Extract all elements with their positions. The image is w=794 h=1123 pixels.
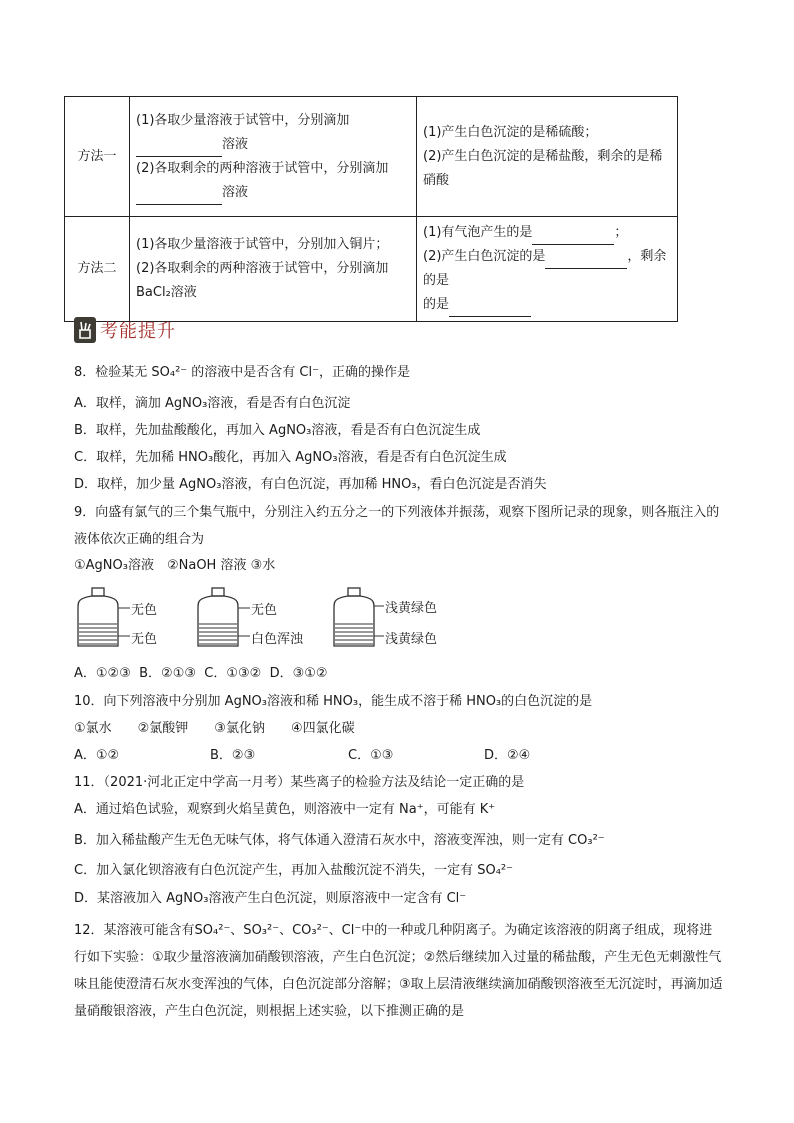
methods-table: [64, 96, 678, 322]
section-header: [74, 316, 176, 344]
option-b: B．②①③: [139, 666, 197, 681]
option-a: A．取样，滴加 AgNO₃溶液，看是否有白色沉淀: [74, 396, 351, 411]
answer-blank[interactable]: [532, 228, 614, 245]
question-stem: 9．向盛有氯气的三个集气瓶中，分别注入约五分之一的下列液体并振荡，观察下图所记录的现象，则各瓶注入的液体依次正确的组合为: [74, 505, 720, 547]
answer-blank[interactable]: [136, 140, 222, 157]
option-c: C．加入氯化钡溶液有白色沉淀产生，再加入盐酸沉淀不消失，一定有 SO₄²⁻: [74, 863, 513, 878]
option-a: A．①②: [74, 748, 120, 763]
result-text: ，剩余的是: [423, 249, 667, 288]
table-row: [65, 217, 678, 322]
question-stem: 8．检验某无 SO₄²⁻ 的溶液中是否含有 Cl⁻，正确的操作是: [74, 365, 410, 380]
pencil-cup-icon: [74, 317, 96, 343]
result-text: (1)有气泡产生的是: [423, 225, 533, 240]
option-c: C．①③: [348, 748, 394, 763]
bottle-1-bottom-label: 无色: [131, 632, 158, 647]
method-results: [417, 217, 678, 322]
bottle-2-top-label: 无色: [251, 603, 278, 618]
result-line: [423, 245, 671, 293]
question-stem: 12．某溶液可能含有SO₄²⁻、SO₃²⁻、CO₃²⁻、Cl⁻中的一种或几种阴离子。为确定该溶液的阴离子组成，现将进行如下实验：①取少量溶液滴加硝酸钡溶液，产生白色沉淀；②然后继续加入过量的稀盐酸，产生无色无刺激性气味且能使澄清石灰水变浑浊的气体，白色沉淀部分溶解；③取上层清液继续滴加硝酸钡溶液至无沉淀时，再滴加适量硝酸银溶液，产生白色沉淀，则根据上述实验，以下推测正确的是: [74, 923, 723, 1019]
answer-blank[interactable]: [545, 252, 627, 269]
section-title: 考能提升: [100, 321, 176, 342]
bottle-1-top-label: 无色: [131, 603, 158, 618]
option-b: B．取样，先加盐酸酸化，再加入 AgNO₃溶液，看是否有白色沉淀生成: [74, 423, 481, 438]
bottle-3: [334, 588, 384, 646]
step-line: (2)各取剩余的两种溶液于试管中，分别滴加: [136, 160, 389, 176]
step-tail: 溶液: [222, 136, 249, 152]
question-stem: 11．（2021·河北正定中学高一月考）某些离子的检验方法及结论一定正确的是: [74, 775, 525, 790]
method-name: 方法二: [65, 217, 130, 322]
option-c: C．取样，先加稀 HNO₃酸化，再加入 AgNO₃溶液，看是否有白色沉淀生成: [74, 450, 507, 465]
result-line: [423, 221, 671, 245]
answer-blank[interactable]: [136, 188, 222, 205]
result-line: (1)产生白色沉淀的是稀硫酸；: [423, 124, 598, 140]
method-results: [417, 97, 678, 217]
option-d: D．③①②: [269, 666, 328, 681]
step-line: [136, 181, 410, 205]
step-line: [136, 133, 410, 157]
option-b: B．加入稀盐酸产生无色无味气体，将气体通入澄清石灰水中，溶液变浑浊，则一定有 CO₃²⁻: [74, 833, 605, 848]
option-d: D．某溶液加入 AgNO₃溶液产生白色沉淀，则原溶液中一定含有 Cl⁻: [74, 891, 467, 906]
step-line: (1)各取少量溶液于试管中，分别滴加: [136, 112, 350, 128]
option-b: B．②③: [210, 748, 256, 763]
option-a: A．①②③: [74, 666, 131, 681]
result-line: (2)产生白色沉淀的是稀盐酸，剩余的是稀硝酸: [423, 148, 663, 188]
result-text: ；: [614, 225, 628, 240]
bottle-2-bottom-label: 白色浑浊: [251, 632, 304, 647]
option-a: A．通过焰色试验，观察到火焰呈黄色，则溶液中一定有 Na⁺，可能有 K⁺: [74, 802, 496, 817]
step-line: (1)各取少量溶液于试管中，分别加入铜片；: [136, 237, 389, 252]
bottle-1: [78, 588, 130, 646]
result-text: (2)产生白色沉淀的是: [423, 249, 546, 264]
bottle-figure: [74, 586, 474, 652]
bottle-3-bottom-label: 浅黄绿色: [385, 632, 438, 647]
question-stem: 10．向下列溶液中分别加 AgNO₃溶液和稀 HNO₃，能生成不溶于稀 HNO₃的白色沉淀的是: [74, 694, 593, 709]
option-c: C．①③②: [204, 666, 262, 681]
answer-blank[interactable]: [449, 300, 531, 317]
step-tail: 溶液: [222, 184, 249, 200]
method-steps: [130, 97, 417, 217]
option-d: D．取样，加少量 AgNO₃溶液，有白色沉淀，再加稀 HNO₃，看白色沉淀是否消失: [74, 477, 547, 492]
result-line: 的是: [423, 293, 671, 317]
item-list: ①氯水 ②氯酸钾 ③氯化钠 ④四氯化碳: [74, 721, 355, 736]
option-d: D．②④: [484, 748, 531, 763]
method-steps: [130, 217, 417, 322]
step-line: (2)各取剩余的两种溶液于试管中，分别滴加: [136, 261, 389, 276]
liquid-list: ①AgNO₃溶液 ②NaOH 溶液 ③水: [74, 558, 276, 573]
options-row: [74, 665, 328, 683]
step-line: BaCl₂溶液: [136, 285, 197, 300]
bottle-3-top-label: 浅黄绿色: [385, 601, 438, 616]
table-row: [65, 97, 678, 217]
bottle-2: [198, 588, 250, 646]
method-name: 方法一: [65, 97, 130, 217]
